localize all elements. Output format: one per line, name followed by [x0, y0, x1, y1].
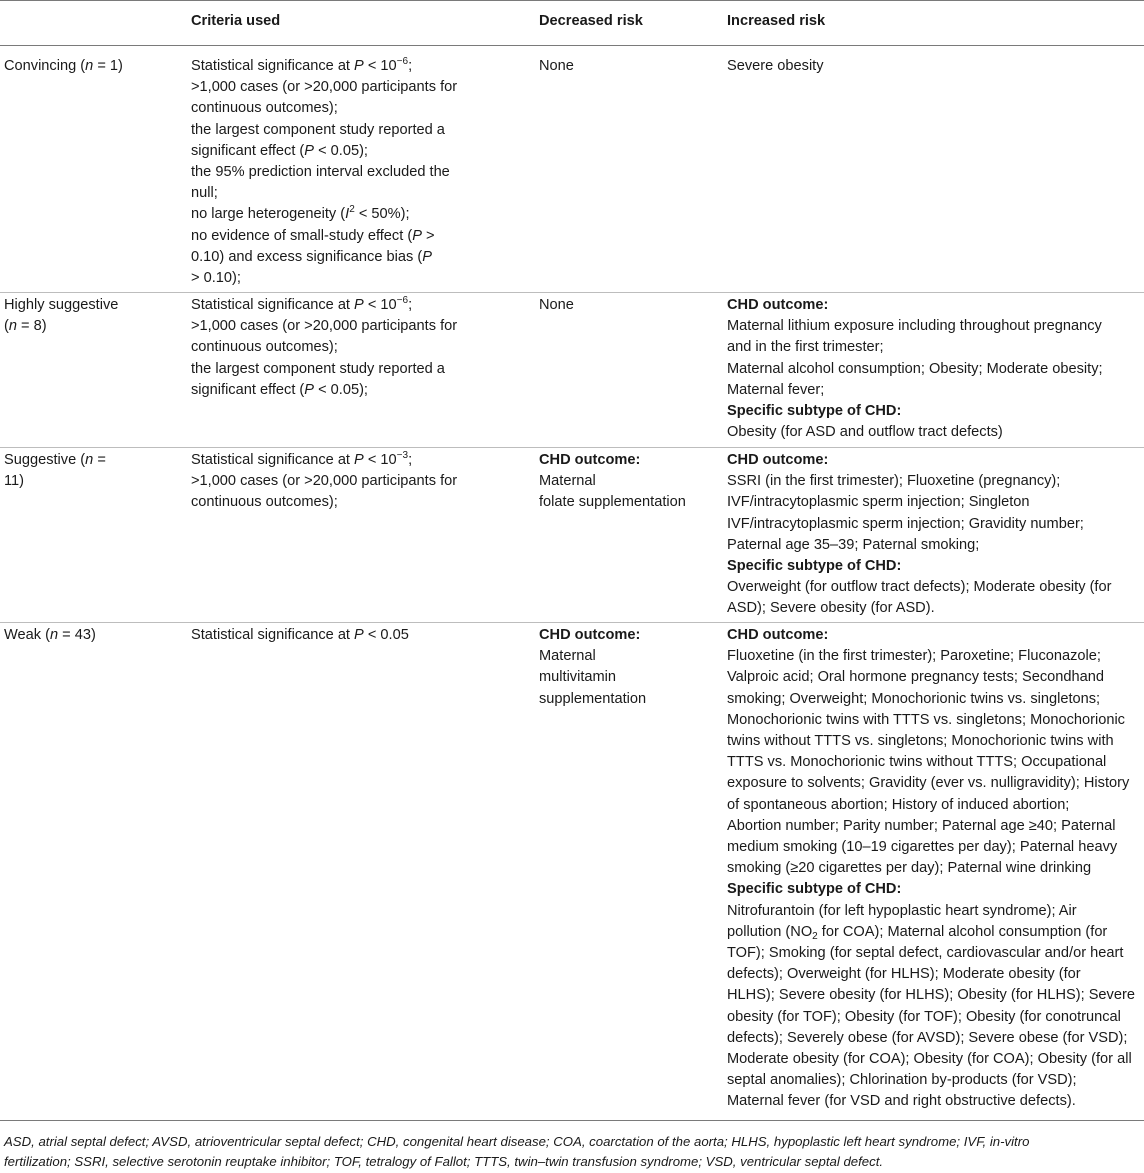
- row-weak-increased: CHD outcome: Fluoxetine (in the first trimester); Paroxetine; Fluconazole; Valproic acid; Oral hormone pregnancy tests; Secondhand smoking; Overweight; Monochorionic twins vs. singletons; Monochorionic twins with TTTS vs. singletons; Monochorionic twins without TTTS vs. singletons; Monochorionic twins with TTTS vs. Monochorionic twins without TTTS; Occupational exposure to solvents; Gravidity (ever vs. nulligravidity); History of spontaneous abortion; History of induced abortion; Abortion number; Parity number; Paternal age ≥40; Paternal medium smoking (10–19 cigarettes per day); Paternal heavy smoking (≥20 cigarettes per day); Paternal wine drinking Specific subtype of CHD: Nitrofurantoin (for left hypoplastic heart syndrome); Air pollution ($NO_2$ for COA); Maternal alcohol consumption (for TOF); Smoking (for septal defect, cardiovascular and/or heart defects); Overweight (for HLHS); Moderate obesity (for HLHS); Severe obesity (for HLHS); Obesity (for HLHS); Severe obesity (for TOF); Obesity (for TOF); Obesity (for conotruncal defects); Severely obese (for AVSD); Severe obese (for VSD); Moderate obesity (for COA); Obesity (for COA); Obesity (for all septal anomalies); Chlorination by-products (for VSD); Maternal fever (for VSD and right obstructive defects).: [727, 627, 1135, 1110]
- row-convincing-decreased: None: [539, 58, 574, 74]
- row-convincing-increased: Severe obesity: [727, 58, 824, 74]
- table-footnote: [4, 1132, 1140, 1172]
- row-highly-suggestive-decreased: None: [539, 297, 574, 313]
- row-highly-suggestive-increased: CHD outcome: Maternal lithium exposure including throughout pregnancy and in the first trimester; Maternal alcohol consumption; Obesity; Moderate obesity; Maternal fever; Specific subtype of CHD: Obesity (for ASD and outflow tract defects): [727, 297, 1103, 441]
- header-decreased-risk: Decreased risk: [539, 13, 643, 29]
- table-bottom-rule: [0, 1120, 1144, 1121]
- row-highly-suggestive-level: Highly suggestive (n = 8): [4, 297, 119, 335]
- row-weak-decreased: CHD outcome: Maternal multivitamin supplementation: [539, 627, 647, 707]
- footnote-line-1: ASD, atrial septal defect; AVSD, atrioventricular septal defect; CHD, congenital heart disease; COA, coarctation of the aorta; HLHS, hypoplastic left heart syndrome; IVF, in-vitro: [4, 1134, 1030, 1149]
- row-suggestive-decreased: CHD outcome: Maternal folate supplementation: [539, 452, 686, 511]
- row-weak-criteria: Statistical significance at P < 0.05: [191, 627, 409, 643]
- row-rule-1: [0, 292, 1144, 293]
- row-convincing-level: Convincing (n = 1): [4, 58, 123, 74]
- header-rule: [0, 45, 1144, 46]
- header-increased-risk: Increased risk: [727, 13, 826, 29]
- row-suggestive-level: Suggestive (n = 11): [4, 452, 106, 490]
- row-suggestive-increased: CHD outcome: SSRI (in the first trimester); Fluoxetine (pregnancy); IVF/intracytoplasmic sperm injection; Singleton IVF/intracytoplasmic sperm injection; Gravidity number; Paternal age 35–39; Paternal smoking; Specific subtype of CHD: Overweight (for outflow tract defects); Moderate obesity (for ASD); Severe obesity (for ASD).: [727, 452, 1112, 617]
- row-rule-3: [0, 622, 1144, 623]
- row-suggestive-criteria: Statistical significance at $P < 10^{-3}$; >1,000 cases (or >20,000 participants for continuous outcomes);: [191, 450, 458, 511]
- row-rule-2: [0, 447, 1144, 448]
- header-criteria-used: Criteria used: [191, 13, 281, 29]
- footnote-line-2: fertilization; SSRI, selective serotonin reuptake inhibitor; TOF, tetralogy of Fallot; TTTS, twin–twin transfusion syndrome; VSD, ventricular septal defect.: [4, 1154, 884, 1169]
- row-weak-level: Weak (n = 43): [4, 627, 96, 643]
- row-highly-suggestive-criteria: Statistical significance at $P < 10^{-6}$; >1,000 cases (or >20,000 participants for continuous outcomes); the largest component study reported a significant effect (P < 0.05);: [191, 295, 458, 398]
- table-top-rule: [0, 0, 1144, 1]
- row-convincing-criteria: Statistical significance at $P < 10^{-6}$; >1,000 cases (or >20,000 participants for continuous outcomes); the largest component study reported a significant effect (P < 0.05); the 95% prediction interval excluded the null; no large heterogeneity $(I^2 < 50\%)$; no evidence of small-study effect (P > 0.10) and excess significance bias (P > 0.10);: [191, 56, 458, 287]
